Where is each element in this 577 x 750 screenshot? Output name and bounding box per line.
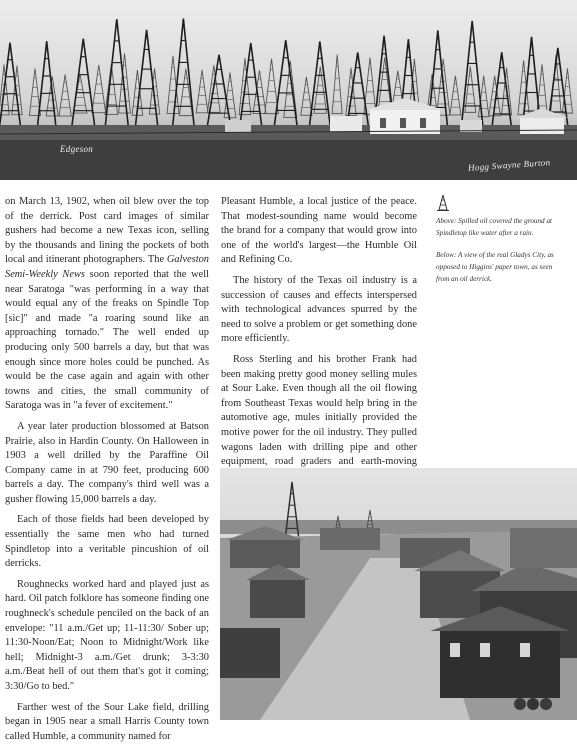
spindletop-derricks-photo (0, 0, 577, 180)
photo-inscription-right: Hogg Swayne Burton (467, 157, 551, 173)
article-column-2 (221, 195, 417, 490)
photo-inscription-left: Edgeson (60, 144, 94, 154)
paragraph: Each of those fields had been developed by essentially the same men who had turned Spindletop into a veritable pincushion of oil derricks. (5, 514, 209, 570)
article-column-1 (5, 195, 209, 750)
newspaper-title: Galveston Semi-Weekly News (5, 254, 209, 280)
caption-above: Above: Spilled oil covered the ground at Spindletop like water after a rain. (436, 217, 553, 237)
gladys-city-photo (220, 468, 577, 720)
caption-below: Below: A view of the real Gladys City, as opposed to Higgins' paper town, as seen from an oil derrick. (436, 251, 554, 283)
paragraph: Ross Sterling and his brother Frank had been making pretty good money selling mules at Sour Lake. Even though all the oil flowing from Southeast Texas would help bring in the automotive age, mules initially provided the motive power for the oil industry. They pulled wagons laden with drilling pipe and other equipment, road graders and earth-moving (221, 353, 417, 468)
paragraph: Pleasant Humble, a local justice of the peace. That modest-sounding name would become the brand for a company that would grow into one of the world's largest—the Humble Oil and Refining Co. (221, 196, 417, 266)
paragraph: Roughnecks worked hard and played just as hard. Oil patch folklore has someone finding one roughneck's schedule penciled on the back of an envelope: "11 a.m./Get up; 11-11:30/ Sober up; 11:30-Noon/Eat; Noon to Midnight/Work like hell; Midnight-3 a.m./Get drunk; 3-3:30 a.m./Beat hell of out them that's got it coming; 3:30/Go to bed." (5, 578, 209, 692)
paragraph: A year later production blossomed at Batson Prairie, also in Hardin County. On Halloween in 1903 a well drilled by the Paraffine Oil Company came in at 790 feet, producing 600 barrels a day. The company's third well was a gusher flowing 15,000 barrels a day. (5, 420, 209, 505)
paragraph: Farther west of the Sour Lake field, drilling began in 1905 near a small Harris County town called Humble, a community named for (5, 701, 209, 742)
photo-captions-sidebar (436, 195, 566, 295)
paragraph: The history of the Texas oil industry is a succession of causes and effects interspersed with technological advances spurred by the need to solve a problem or get something done more efficiently. (221, 274, 417, 345)
oil-derrick-icon (436, 195, 450, 211)
paragraph: on March 13, 1902, when oil blew over the top of the derrick. Post card images of similar gushers had become a new Texas icon, selling by the thousands and lining the pockets of both local and itinerant photographers. The Galveston Semi-Weekly News soon reported that the well near Saratoga "was performing in a way that would equal any of the freaks on Spindle Top [sic]" and made "a roaring sound like an approaching tornado." The well ended up producing only 500 barrels a day, but that was enough since more holes could be punched. As would be the case again and again with other towns and cities, the small community of Saratoga was in "a fever of excitement." (5, 196, 209, 412)
